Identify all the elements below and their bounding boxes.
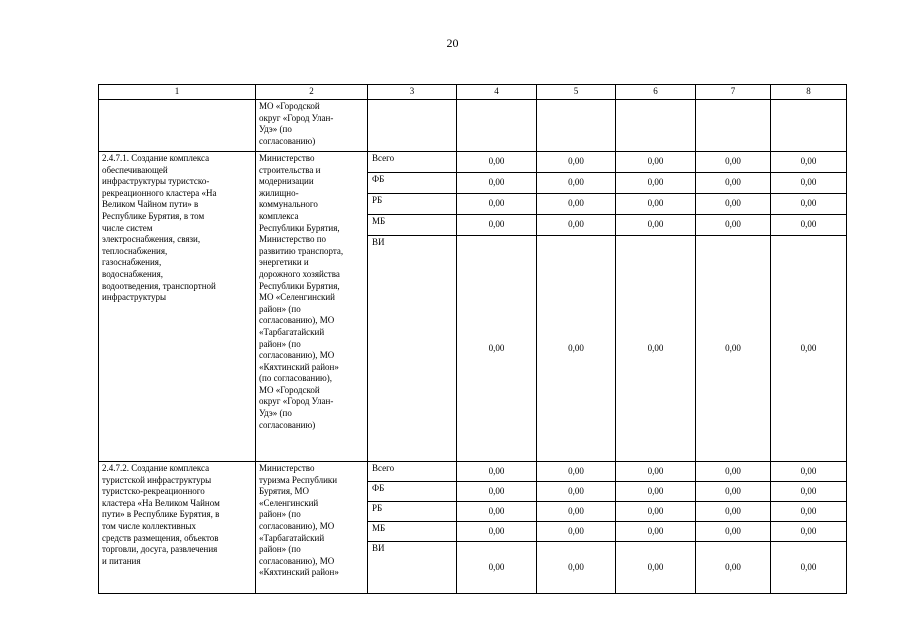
value-cell: 0,00 [457, 522, 537, 542]
value-cell: 0,00 [537, 236, 616, 462]
executor-cell: Министерство туризма Республики Бурятия, МО «Селенгинский район» (по согласованию), МО «Тарбагатайский район» (по согласованию), МО «Кяхтинский район» [256, 462, 368, 594]
value-cell: 0,00 [616, 236, 696, 462]
value-cell: 0,00 [457, 173, 537, 194]
value-cell: 0,00 [696, 215, 771, 236]
funding-source: ВИ [368, 236, 457, 462]
item-name-cell: 2.4.7.1. Создание комплекса обеспечивающей инфраструктуры туристско- рекреационного кластера «На Великом Чайном пути» в Республике Бурятия, в том числе систем электроснабжения, связи, теплоснабжения, газоснабжения, водоснабжения, водоотведения, транспортной инфраструктуры [99, 152, 256, 462]
funding-source: МБ [368, 215, 457, 236]
table-cell [771, 100, 847, 152]
value-cell: 0,00 [771, 215, 847, 236]
funding-source: ФБ [368, 482, 457, 502]
value-cell: 0,00 [616, 502, 696, 522]
value-cell: 0,00 [696, 152, 771, 173]
value-cell: 0,00 [537, 194, 616, 215]
value-cell: 0,00 [616, 542, 696, 594]
value-cell: 0,00 [616, 215, 696, 236]
value-cell: 0,00 [696, 173, 771, 194]
value-cell: 0,00 [771, 482, 847, 502]
value-cell: 0,00 [771, 173, 847, 194]
funding-source: РБ [368, 502, 457, 522]
page-number: 20 [446, 36, 459, 50]
value-cell: 0,00 [457, 194, 537, 215]
value-cell: 0,00 [537, 215, 616, 236]
continuation-row [99, 100, 847, 152]
value-cell: 0,00 [696, 194, 771, 215]
value-cell: 0,00 [616, 482, 696, 502]
value-cell: 0,00 [771, 194, 847, 215]
table-cell [696, 100, 771, 152]
funding-source: ФБ [368, 173, 457, 194]
table-cell [537, 100, 616, 152]
value-cell: 0,00 [696, 502, 771, 522]
value-cell: 0,00 [696, 236, 771, 462]
column-header: 4 [457, 85, 537, 100]
value-cell: 0,00 [457, 236, 537, 462]
value-cell: 0,00 [616, 194, 696, 215]
value-cell: 0,00 [537, 482, 616, 502]
table-cell [99, 100, 256, 152]
value-cell: 0,00 [457, 542, 537, 594]
value-cell: 0,00 [537, 522, 616, 542]
funding-source: ВИ [368, 542, 457, 594]
funding-source: РБ [368, 194, 457, 215]
value-cell: 0,00 [696, 522, 771, 542]
value-cell: 0,00 [771, 502, 847, 522]
value-cell: 0,00 [537, 542, 616, 594]
value-cell: 0,00 [696, 482, 771, 502]
value-cell: 0,00 [537, 502, 616, 522]
value-cell: 0,00 [616, 152, 696, 173]
value-cell: 0,00 [771, 522, 847, 542]
value-cell: 0,00 [771, 236, 847, 462]
value-cell: 0,00 [537, 462, 616, 482]
column-header: 2 [256, 85, 368, 100]
item-name-cell: 2.4.7.2. Создание комплекса туристской инфраструктуры туристско-рекреационного кластера «На Великом Чайном пути» в Республике Бурятия, в том числе коллективных средств размещения, объектов торговли, досуга, развлечения и питания [99, 462, 256, 594]
table-cell [457, 100, 537, 152]
value-cell: 0,00 [457, 482, 537, 502]
budget-table [98, 84, 847, 594]
funding-source: МБ [368, 522, 457, 542]
value-cell: 0,00 [771, 152, 847, 173]
table-row [99, 462, 847, 482]
value-cell: 0,00 [457, 215, 537, 236]
executor-cell: МО «Городской округ «Город Улан- Удэ» (по согласованию) [256, 100, 368, 152]
column-header: 7 [696, 85, 771, 100]
column-header: 8 [771, 85, 847, 100]
column-header: 5 [537, 85, 616, 100]
table-cell [368, 100, 457, 152]
value-cell: 0,00 [537, 152, 616, 173]
value-cell: 0,00 [457, 502, 537, 522]
value-cell: 0,00 [457, 152, 537, 173]
column-header: 6 [616, 85, 696, 100]
value-cell: 0,00 [771, 542, 847, 594]
executor-cell: Министерство строительства и модернизации жилищно- коммунального комплекса Республики Бурятия, Министерство по развитию транспорта, энергетики и дорожного хозяйства Республики Бурятия, МО «Селенгинский район» (по согласованию), МО «Тарбагатайский район» (по согласованию), МО «Кяхтинский район» (по согласованию), МО «Городской округ «Город Улан- Удэ» (по согласованию) [256, 152, 368, 462]
table-row [99, 152, 847, 173]
funding-source: Всего [368, 152, 457, 173]
value-cell: 0,00 [696, 542, 771, 594]
value-cell: 0,00 [616, 522, 696, 542]
table-cell [616, 100, 696, 152]
value-cell: 0,00 [771, 462, 847, 482]
value-cell: 0,00 [616, 173, 696, 194]
value-cell: 0,00 [616, 462, 696, 482]
funding-source: Всего [368, 462, 457, 482]
column-header: 1 [99, 85, 256, 100]
header-row [99, 85, 847, 100]
value-cell: 0,00 [537, 173, 616, 194]
value-cell: 0,00 [696, 462, 771, 482]
column-header: 3 [368, 85, 457, 100]
value-cell: 0,00 [457, 462, 537, 482]
